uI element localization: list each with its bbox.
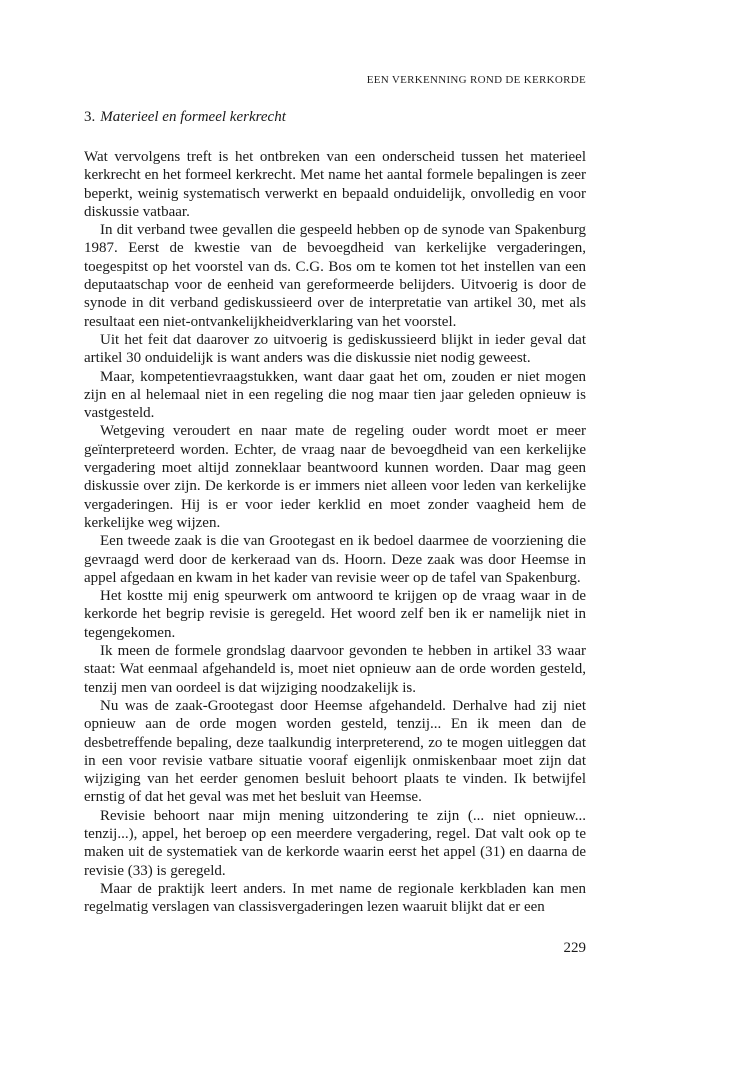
paragraph: Het kostte mij enig speurwerk om antwoord te krijgen op de vraag waar in de kerkorde het begrip revisie is geregeld. Het woord zelf ben ik er namelijk niet in tegengekomen. [84, 588, 586, 641]
book-page [84, 0, 586, 1068]
running-head: EEN VERKENNING ROND DE KERKORDE [366, 74, 586, 86]
paragraph: Maar de praktijk leert anders. In met name de regionale kerkbladen kan men regelmatig verslagen van classisvergaderingen lezen waaruit blijkt dat er een [84, 880, 586, 916]
paragraph: Revisie behoort naar mijn mening uitzondering te zijn (... niet opnieuw... tenzij...), appel, het beroep op een meerdere vergadering, regel. Dat valt ook op te maken uit de systematiek van de kerkorde waarin eerst het appel (31) en daarna de revisie (33) is geregeld. [84, 807, 586, 879]
paragraph: Een tweede zaak is die van Grootegast en ik bedoel daarmee de voorziening die gevraagd werd door de kerkeraad van ds. Hoorn. Deze zaak was door Heemse in appel afgedaan en kwam in het kader van revisie weer op de tafel van Spakenburg. [84, 533, 586, 586]
section-number: 3. [84, 109, 96, 125]
section-title: Materieel en formeel kerkrecht [100, 109, 286, 125]
section-heading [84, 109, 286, 126]
paragraph: Ik meen de formele grondslag daarvoor gevonden te hebben in artikel 33 waar staat: Wat eenmaal afgehandeld is, moet niet opnieuw aan de orde worden gesteld, tenzij men van oordeel is dat wijziging noodzakelijk is. [84, 643, 586, 696]
paragraph: Nu was de zaak-Grootegast door Heemse afgehandeld. Derhalve had zij niet opnieuw aan de orde mogen worden gesteld, tenzij... En ik meen dan de desbetreffende bepaling, deze taalkundig interpreterend, zo te mogen uitleggen dat in een voor revisie vatbare situatie vooraf eigenlijk onmiskenbaar moet zijn dat wijziging van het eerder genomen besluit behoort plaats te vinden. Ik betwijfel ernstig of dat het geval was met het besluit van Heemse. [84, 697, 586, 806]
paragraph: Uit het feit dat daarover zo uitvoerig is gediskussieerd blijkt in ieder geval dat artikel 30 onduidelijk is want anders was die diskussie niet nodig geweest. [84, 331, 586, 367]
paragraph: Wetgeving veroudert en naar mate de regeling ouder wordt moet er meer geïnterpreteerd worden. Echter, de vraag naar de bevoegdheid van een kerkelijke vergadering moet altijd zonneklaar beantwoord kunnen worden. Daar mag geen diskussie over zijn. De kerkorde is er immers niet alleen voor leden van kerkelijke vergaderingen. Hij is er voor ieder kerklid en moet zonder vaagheid hem de kerkelijke weg wijzen. [84, 423, 586, 531]
paragraph: Wat vervolgens treft is het ontbreken van een onderscheid tussen het materieel kerkrecht en het formeel kerkrecht. Met name het aantal formele bepalingen is zeer beperkt, weinig systematisch verwerkt en bepaald onduidelijk, onvolledig en voor diskussie vatbaar. [84, 149, 586, 220]
paragraph: Maar, kompetentievraagstukken, want daar gaat het om, zouden er niet mogen zijn en al helemaal niet in een regeling die nog maar tien jaar geleden opnieuw is vastgesteld. [84, 368, 586, 422]
paragraph: In dit verband twee gevallen die gespeeld hebben op de synode van Spakenburg 1987. Eerst de kwestie van de bevoegdheid van kerkelijke vergaderingen, toegespitst op het voorstel van ds. C.G. Bos om te komen tot het instellen van een deputaatschap voor de eenheid van gereformeerde belijders. Uitvoerig is door de synode in dit verband gediskussieerd over de interpretatie van artikel 30, met als resultaat een niet-ontvankelijkheidverklaring van het voorstel. [84, 222, 586, 330]
page-number: 229 [563, 940, 586, 956]
body-text [84, 148, 586, 916]
